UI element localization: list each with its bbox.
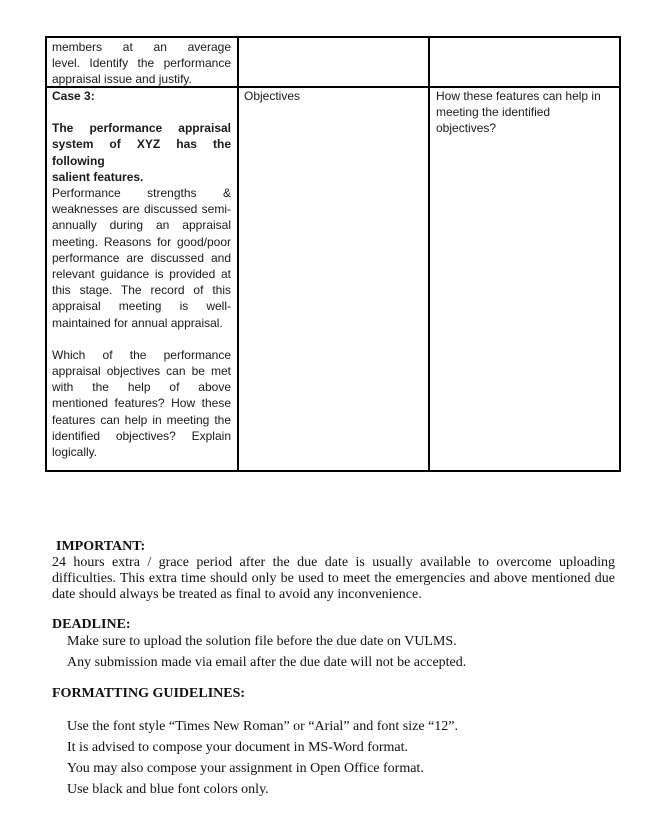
formatting-heading: FORMATTING GUIDELINES: xyxy=(52,686,246,701)
description-line: performance are discussed and xyxy=(52,250,231,265)
description-line: maintained for annual appraisal. xyxy=(52,315,223,330)
description-line: appraisal meeting is well- xyxy=(52,299,231,314)
question-line: logically. xyxy=(52,445,98,460)
description-line: this stage. The record of this xyxy=(52,283,231,298)
previous-case-text: members at an average level. Identify the performance appraisal issue and justify. xyxy=(52,40,231,87)
question-line: mentioned features? How these xyxy=(52,396,231,411)
description-line: Performance strengths & xyxy=(52,186,231,201)
salient-features-line: salient features. xyxy=(52,169,144,184)
salient-features-line: The performance appraisal xyxy=(52,121,231,136)
formatting-item: You may also compose your assignment in Open Office format. xyxy=(67,761,424,776)
description-line: meeting. Reasons for good/poor xyxy=(52,234,231,249)
features-help-header: How these features can help in meeting the identified objectives? xyxy=(436,89,601,136)
question-line: Which of the performance xyxy=(52,347,231,362)
case-title: Case 3: xyxy=(52,89,95,103)
question-line: with the help of above xyxy=(52,380,231,395)
formatting-item: It is advised to compose your document in MS-Word format. xyxy=(67,740,409,755)
important-text: 24 hours extra / grace period after the due date is usually available to overcome uploading difficulties. This extra time should only be used to meet the emergencies and above mentioned due date should always be treated as final to avoid any inconvenience. xyxy=(52,555,615,602)
case-3-cell xyxy=(52,88,231,460)
description-line: weaknesses are discussed semi- xyxy=(52,202,231,217)
question-line: identified objectives? Explain xyxy=(52,428,231,443)
description-line: relevant guidance is provided at xyxy=(52,267,231,282)
table-column-divider xyxy=(237,38,239,470)
deadline-heading: DEADLINE: xyxy=(52,617,131,632)
deadline-item: Any submission made via email after the due date will not be accepted. xyxy=(67,655,467,670)
objectives-header: Objectives xyxy=(244,89,301,103)
table-column-divider xyxy=(428,38,430,470)
formatting-item: Use black and blue font colors only. xyxy=(67,782,269,797)
question-line: appraisal objectives can be met xyxy=(52,364,231,379)
question-line: features can help in meeting the xyxy=(52,412,231,427)
assignment-table xyxy=(45,36,621,472)
salient-features-line: system of XYZ has the following xyxy=(52,137,231,168)
deadline-item: Make sure to upload the solution file before the due date on VULMS. xyxy=(67,634,457,649)
formatting-item: Use the font style “Times New Roman” or “Arial” and font size “12”. xyxy=(67,719,458,734)
description-line: annually during an appraisal xyxy=(52,218,231,233)
important-heading: IMPORTANT: xyxy=(56,539,146,554)
